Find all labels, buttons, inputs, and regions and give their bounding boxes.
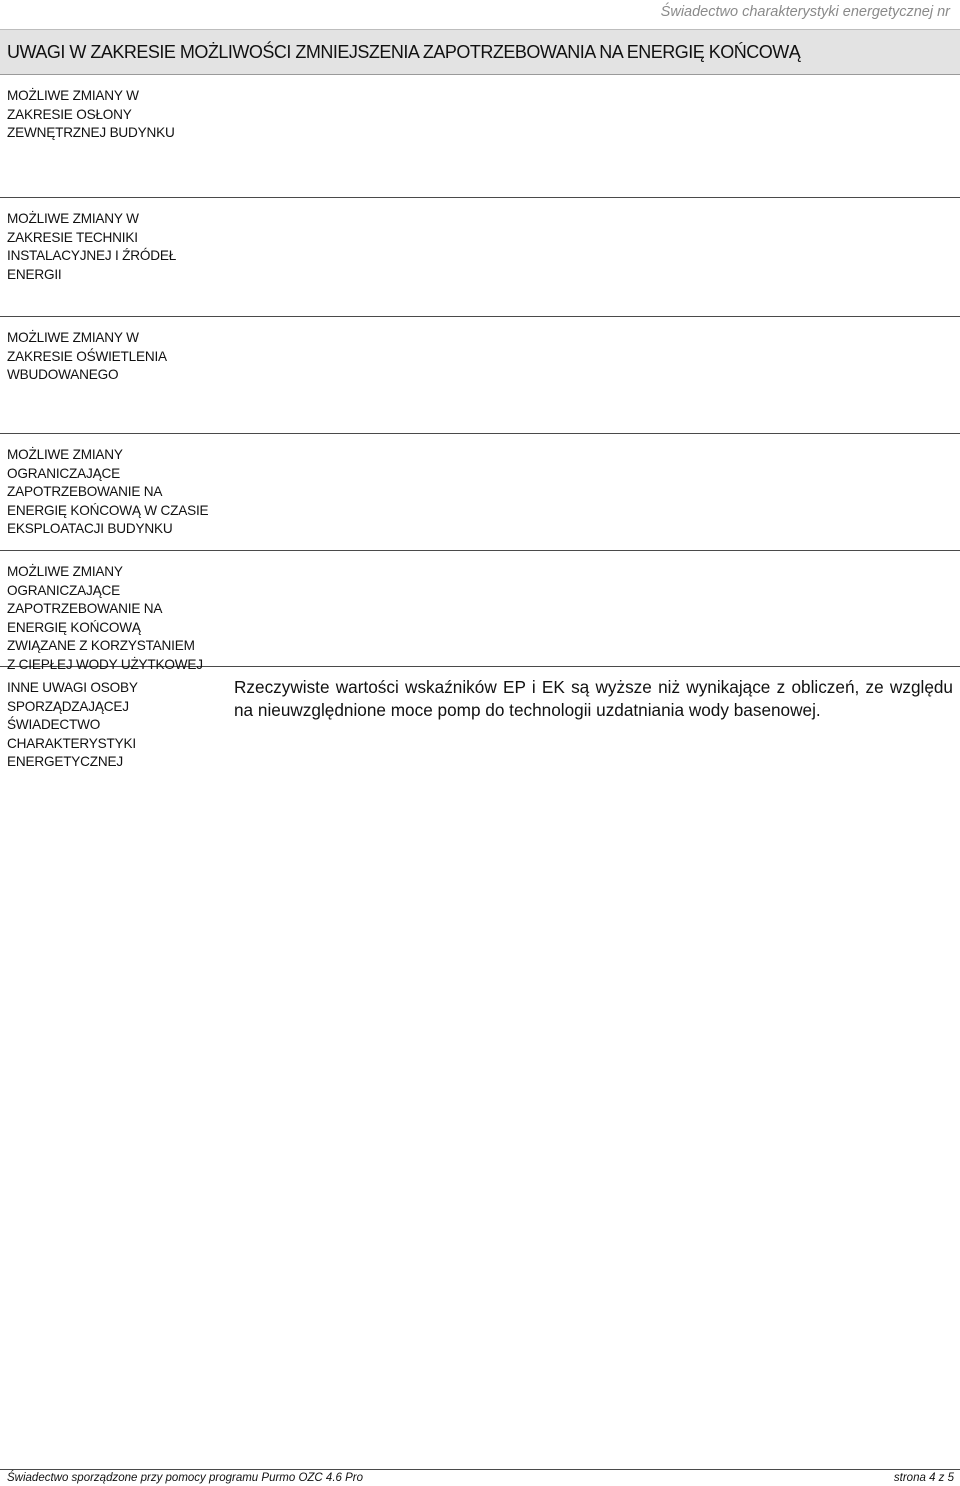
- remark-label-other: INNE UWAGI OSOBY SPORZĄDZAJĄCEJ ŚWIADECTWO CHARAKTERYSTYKI ENERGETYCZNEJ: [7, 680, 138, 769]
- remark-value-other: Rzeczywiste wartości wskaźników EP i EK są wyższe niż wynikające z obliczeń, ze względu na nieuwzględnione moce pomp do technologii uzdatniania wody basenowej.: [234, 677, 953, 720]
- section-header-bar: [0, 29, 960, 75]
- section-title: UWAGI W ZAKRESIE MOŻLIWOŚCI ZMNIEJSZENIA ZAPOTRZEBOWANIA NA ENERGIĘ KOŃCOWĄ: [7, 42, 801, 62]
- remark-label-hot-water: MOŻLIWE ZMIANY OGRANICZAJĄCE ZAPOTRZEBOWANIE NA ENERGIĘ KOŃCOWĄ ZWIĄZANE Z KORZYSTANIEM Z CIEPŁEJ WODY UŻYTKOWEJ: [7, 564, 203, 672]
- remark-label-lighting: MOŻLIWE ZMIANY W ZAKRESIE OŚWIETLENIA WBUDOWANEGO: [7, 330, 167, 382]
- remark-row-installations: [0, 198, 960, 317]
- remark-row-envelope: [0, 75, 960, 198]
- remark-row-other: [0, 667, 960, 787]
- footer-divider: [0, 1469, 960, 1470]
- footer-program-note: Świadectwo sporządzone przy pomocy programu Purmo OZC 4.6 Pro: [7, 1472, 364, 1484]
- document-header-title: Świadectwo charakterystyki energetycznej nr: [660, 4, 950, 20]
- remark-label-operation: MOŻLIWE ZMIANY OGRANICZAJĄCE ZAPOTRZEBOWANIE NA ENERGIĘ KOŃCOWĄ W CZASIE EKSPLOATACJI BUDYNKU: [7, 447, 209, 536]
- remark-label-envelope: MOŻLIWE ZMIANY W ZAKRESIE OSŁONY ZEWNĘTRZNEJ BUDYNKU: [7, 88, 175, 140]
- remark-row-operation: [0, 434, 960, 551]
- remark-row-hot-water: [0, 551, 960, 672]
- remark-row-lighting: [0, 317, 960, 434]
- footer-page-number: strona 4 z 5: [893, 1472, 954, 1484]
- remark-label-installations: MOŻLIWE ZMIANY W ZAKRESIE TECHNIKI INSTALACYJNEJ I ŹRÓDEŁ ENERGII: [7, 211, 177, 282]
